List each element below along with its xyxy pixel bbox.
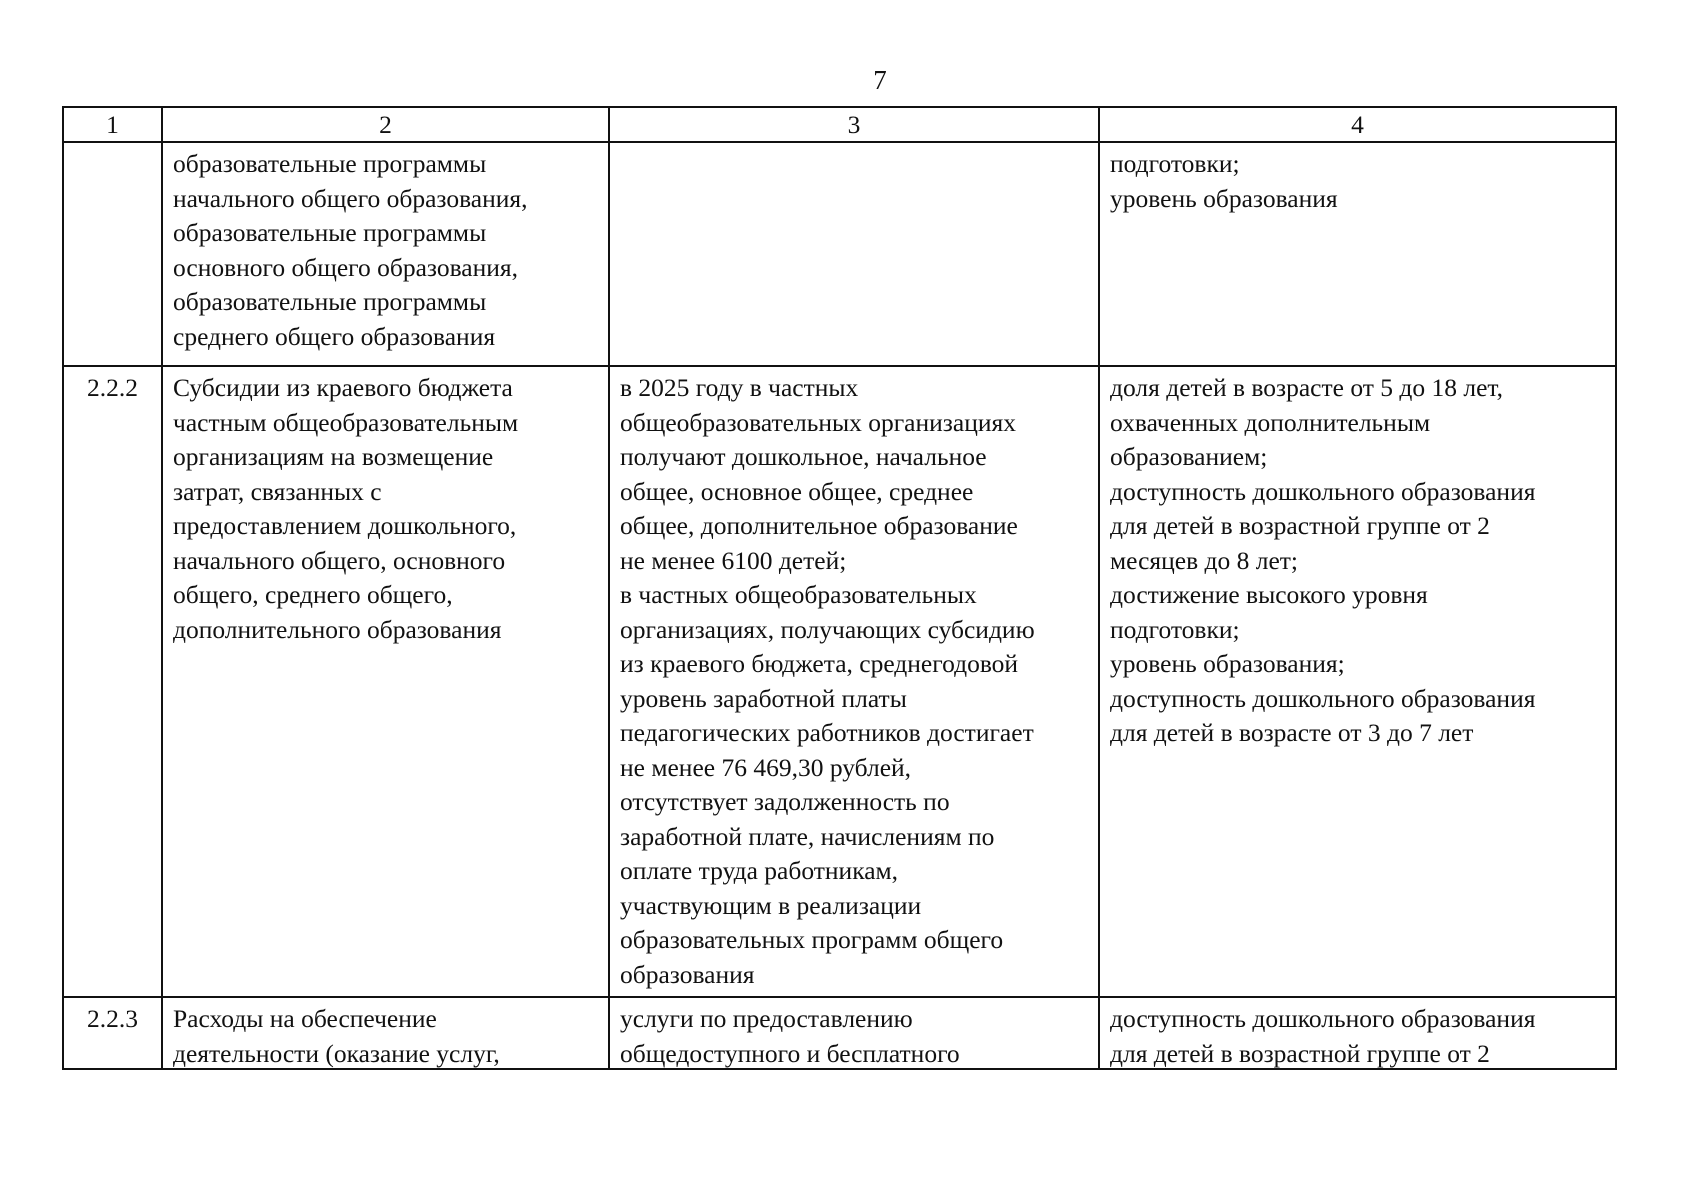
table-row [63,997,1616,1069]
indicator-text: доля детей в возрасте от 5 до 18 лет, охваченных дополнительным образованием; доступность дошкольного образования для детей в возрастной группе от 2 месяцев до 8 лет; достижение высокого уровня подготовки; уровень образования; доступность дошкольного образования для детей в возрасте от 3 до 7 лет [1110,373,1536,747]
column-header-3: 3 [609,107,1099,142]
measure-name-cell [162,366,609,997]
column-header-1: 1 [63,107,162,142]
measure-name-text: Субсидии из краевого бюджета частным общеобразовательным организациям на возмещение затрат, связанных с предоставлением дошкольного, начального общего, основного общего, среднего общего, дополнительного образования [173,373,519,644]
measure-name-cell [162,142,609,366]
column-header-4: 4 [1099,107,1616,142]
indicator-cell [1099,997,1616,1069]
expected-result-cell [609,366,1099,997]
table-row [63,142,1616,366]
indicator-text: доступность дошкольного образования для детей в возрастной группе от 2 [1110,1004,1536,1068]
column-header-2: 2 [162,107,609,142]
indicator-cell [1099,142,1616,366]
measure-name-text: Расходы на обеспечение деятельности (оказание услуг, [173,1004,500,1068]
expected-result-cell [609,997,1099,1069]
row-number-text: 2.2.3 [87,1004,138,1033]
expected-result-text: в 2025 году в частных общеобразовательных организациях получают дошкольное, начальное общее, основное общее, среднее общее, дополнительное образование не менее 6100 детей; в частных общеобразовательных организациях, получающих субсидию из краевого бюджета, среднегодовой уровень заработной платы педагогических работников достигает не менее 76 469,30 рублей, отсутствует задолженность по заработной плате, начислениям по оплате труда работникам, участвующим в реализации образовательных программ общего образования [620,373,1035,989]
measure-name-cell [162,997,609,1069]
expected-result-text: услуги по предоставлению общедоступного и бесплатного [620,1004,960,1068]
document-table [62,106,1617,1070]
table-header-row [63,107,1616,142]
row-number-cell: 2.2.2 [63,366,162,997]
indicator-text: подготовки; уровень образования [1110,149,1338,213]
table-row [63,366,1616,997]
indicator-cell [1099,366,1616,997]
row-number-cell [63,997,162,1069]
page-number: 7 [873,65,887,95]
measure-name-text: образовательные программы начального общего образования, образовательные программы основного общего образования, образовательные программы среднего общего образования [173,149,528,351]
expected-result-cell [609,142,1099,366]
row-number-cell [63,142,162,366]
